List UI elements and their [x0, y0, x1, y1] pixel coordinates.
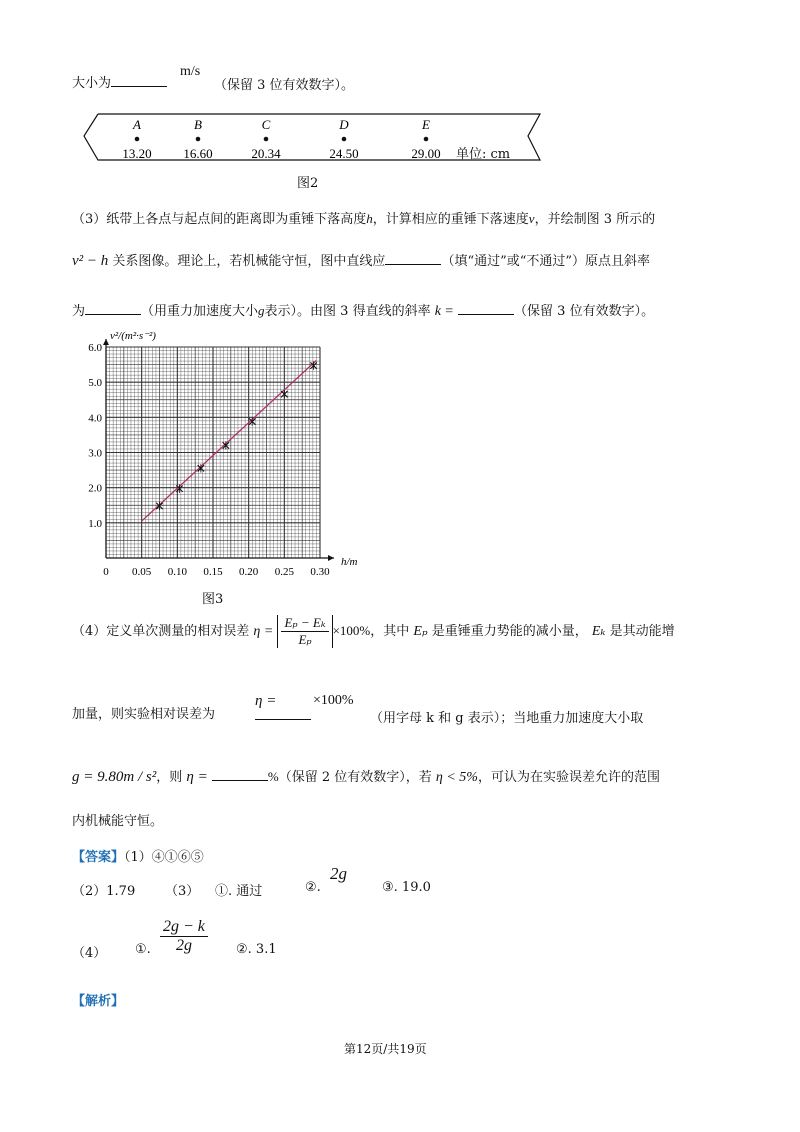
- q4-line1: [72, 615, 675, 648]
- answer-4-1: ①.: [135, 942, 151, 957]
- fit-line: [142, 360, 317, 521]
- answer-label: 【答案】: [72, 850, 125, 865]
- var-ek: Eₖ: [591, 624, 606, 639]
- fraction-numerator: Eₚ − Eₖ: [281, 615, 328, 632]
- tape-point-value: 13.20: [122, 146, 152, 161]
- tape-point-dot: [196, 137, 201, 142]
- x-axis-arrow: [328, 555, 334, 561]
- answer-blank: [385, 252, 441, 265]
- q3-line2: [72, 250, 650, 270]
- figure2-caption: 图2: [297, 176, 319, 191]
- times-100-2: ×100%: [313, 693, 354, 708]
- q4-text: ，可认为在实验误差允许的范围: [477, 770, 660, 785]
- answer-3-3: ③. 19.0: [382, 880, 431, 895]
- q4-text: ，其中: [370, 624, 410, 639]
- answer-line2: [72, 880, 135, 899]
- page-footer: 第12页/共19页: [344, 1042, 427, 1056]
- q3-text: （3）纸带上各点与起点间的距离即为重锤下落高度: [72, 212, 367, 227]
- speed-prefix: 大小为: [72, 76, 112, 91]
- tape-point-label: A: [133, 117, 141, 132]
- y-axis-label: v²/(m²·s⁻²): [110, 330, 156, 342]
- eta-symbol: η =: [253, 624, 274, 639]
- var-ep: Eₚ: [413, 624, 428, 639]
- q4-line4: 内机械能守恒。: [72, 814, 164, 829]
- var-g: g: [258, 303, 265, 318]
- q4-line3: [72, 766, 660, 786]
- tape-point-dot: [135, 137, 140, 142]
- abs-value-bars: [277, 615, 332, 648]
- q3-text: （保留 3 位有效数字）。: [514, 304, 655, 319]
- tape-point-dot: [342, 137, 347, 142]
- q3-line3: [72, 300, 654, 320]
- x-axis-label: h/m: [341, 556, 358, 568]
- x-tick-label: 0.15: [203, 566, 223, 578]
- q4-text: （4）定义单次测量的相对误差: [72, 624, 250, 639]
- q3-text: 为: [72, 304, 86, 319]
- gravity-value: g = 9.80m / s²: [72, 769, 157, 785]
- var-k: k =: [434, 304, 454, 319]
- answer-4-head: （4）: [72, 946, 107, 961]
- tape-point-value: 29.00: [411, 146, 441, 161]
- answer-blank: [255, 707, 311, 720]
- y-tick-label: 2.0: [88, 482, 102, 495]
- tape-unit: 单位: cm: [456, 147, 511, 162]
- tape-point-value: 20.34: [251, 146, 281, 161]
- tape-point-label: B: [194, 117, 202, 132]
- q4-text: （保留 2 位有效数字），若: [278, 770, 432, 785]
- q3-text: 表示）。由图 3 得直线的斜率: [264, 304, 431, 319]
- tape-point-dot: [424, 137, 429, 142]
- x-tick-label: 0.30: [310, 566, 330, 578]
- tape-point-value: 24.50: [329, 146, 359, 161]
- analysis-label: 【解析】: [72, 994, 125, 1009]
- fraction-denominator: 2g: [175, 937, 192, 954]
- q4-line2: [72, 703, 215, 722]
- y-tick-label: 4.0: [88, 412, 102, 425]
- tape-point-label: E: [422, 117, 430, 132]
- q4-text: 是重锤重力势能的减小量，: [431, 624, 588, 639]
- answer-blank: [111, 74, 167, 87]
- var-v: v: [528, 211, 535, 226]
- answer-blank: [212, 768, 268, 781]
- speed-line: [72, 72, 167, 91]
- percent-sign: %: [267, 769, 279, 784]
- figure3-caption: 图3: [202, 592, 224, 607]
- answer-line1: [72, 846, 204, 865]
- q3-line1: [72, 208, 655, 227]
- formula-v2-h: v² − h: [72, 253, 109, 269]
- var-h: h: [366, 211, 373, 226]
- data-point-marker: [281, 390, 287, 398]
- x-tick-label: 0.25: [274, 566, 294, 578]
- answer-blank: [85, 302, 141, 315]
- answer-blank: [458, 302, 514, 315]
- q4-text: 加量，则实验相对误差为: [72, 707, 216, 722]
- tape-point-label: D: [339, 117, 349, 132]
- figure3-chart: [78, 325, 378, 600]
- speed-unit: m/s: [180, 64, 201, 79]
- fraction-denominator: Eₚ: [298, 632, 312, 647]
- y-axis-arrow: [103, 339, 109, 345]
- tape-point-value: 16.60: [183, 146, 213, 161]
- eta-eq: η =: [255, 693, 277, 709]
- tape-point-label: C: [261, 117, 271, 132]
- answer-4-2: ②. 3.1: [236, 942, 277, 957]
- x-tick-label: 0: [103, 566, 109, 578]
- times-100: ×100%: [332, 623, 371, 638]
- answer-3-2: ②.: [305, 880, 321, 895]
- eta-eq: η =: [186, 769, 208, 785]
- q3-text: （填“通过”或“不通过”）原点且斜率: [441, 254, 651, 269]
- y-tick-label: 1.0: [88, 517, 102, 530]
- y-tick-label: 6.0: [88, 342, 102, 354]
- fraction-numerator: 2g − k: [160, 918, 208, 937]
- q3-text: （用重力加速度大小: [141, 304, 259, 319]
- x-tick-label: 0.10: [167, 566, 187, 578]
- answer-3-1: ①. 通过: [215, 884, 263, 899]
- x-tick-label: 0.05: [132, 566, 152, 578]
- q4-text: 是其动能增: [609, 624, 675, 639]
- q3-text: ，并绘制图 3 所示的: [534, 212, 656, 227]
- answer-4-fraction: [160, 918, 208, 955]
- relative-error-fraction: [281, 615, 328, 648]
- answer-3-head: （3）: [165, 884, 200, 899]
- answer-3-2-value: 2g: [330, 864, 347, 883]
- x-tick-label: 0.20: [239, 566, 259, 578]
- q4-text-2: （用字母 k 和 g 表示）；当地重力加速度大小取: [370, 711, 644, 726]
- tape-point-dot: [264, 137, 269, 142]
- q3-text: 关系图像。理论上，若机械能守恒，图中直线应: [112, 254, 386, 269]
- q3-text: ，计算相应的重锤下落速度: [372, 212, 529, 227]
- speed-note: （保留 3 位有效数字）。: [214, 78, 355, 93]
- answer-1: （1）④①⑥⑤: [124, 850, 204, 865]
- y-tick-label: 5.0: [88, 377, 102, 390]
- y-tick-label: 3.0: [88, 447, 102, 460]
- eta-condition: η < 5%: [435, 770, 478, 785]
- answer-2: （2）1.79: [72, 884, 136, 899]
- q4-text: ，则: [156, 770, 183, 785]
